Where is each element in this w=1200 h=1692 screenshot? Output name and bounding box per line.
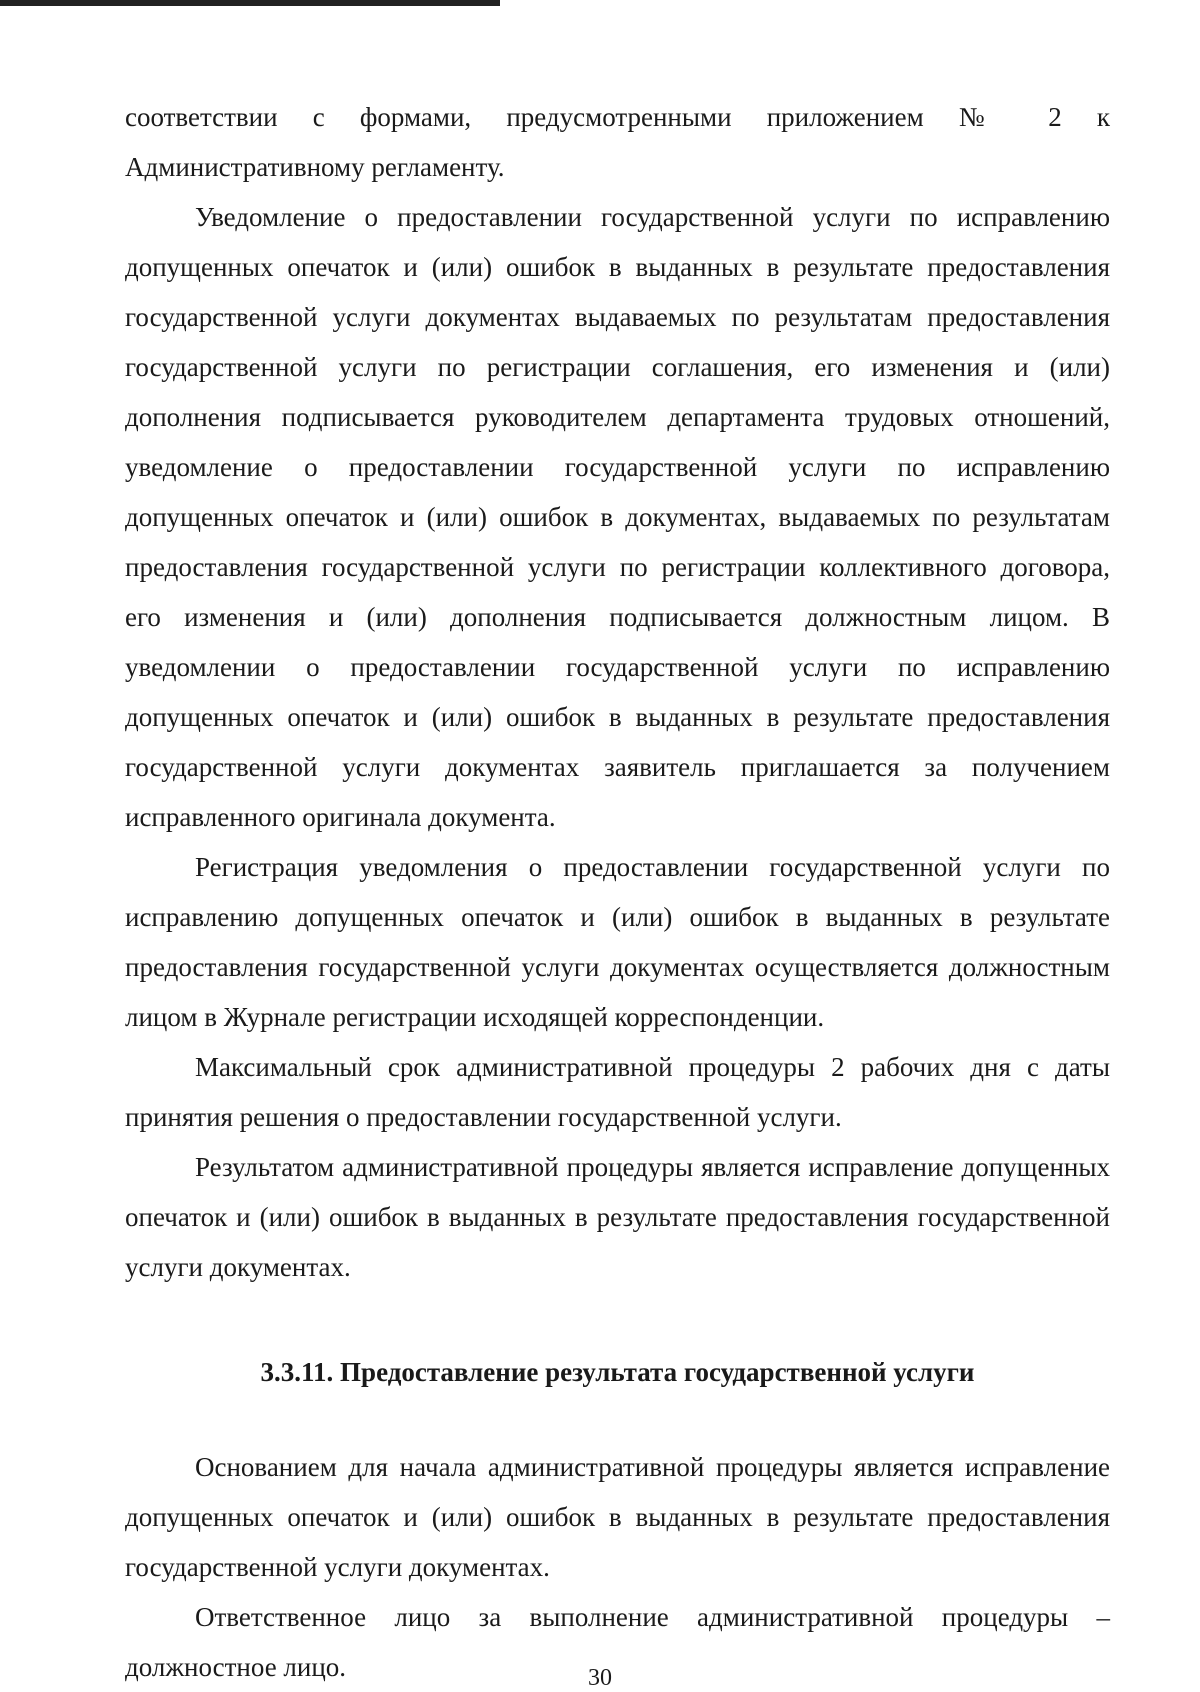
paragraph-notification-signing: Уведомление о предоставлении государственной услуги по исправлению допущенных опечаток и (или) ошибок в выданных в результате предоставления государственной услуги документах выдаваемых по результатам предоставления государственной услуги по регистрации соглашения, его изменения и (или) дополнения подписывается руководителем департамента трудовых отношений, уведомление о предоставлении государственной услуги по исправлению допущенных опечаток и (или) ошибок в документах, выдаваемых по результатам предоставления государственной услуги по регистрации коллективного договора, его изменения и (или) дополнения подписывается должностным лицом. В уведомлении о предоставлении государственной услуги по исправлению допущенных опечаток и (или) ошибок в выданных в результате предоставления государственной услуги документах заявитель приглашается за получением исправленного оригинала документа. bbox=[125, 202, 1110, 832]
scan-edge-bar bbox=[0, 0, 500, 6]
paragraph-result: Результатом административной процедуры является исправление допущенных опечаток и (или) ошибок в выданных в результате предоставления государственной услуги документах. bbox=[125, 1152, 1110, 1282]
paragraph-basis: Основанием для начала административной процедуры является исправление допущенных опечаток и (или) ошибок в выданных в результате предоставления государственной услуги документах. bbox=[125, 1452, 1110, 1582]
document-page bbox=[125, 92, 1110, 1692]
paragraph-continuation: соответствии с формами, предусмотренными приложением № 2 к Административному регламенту. bbox=[125, 102, 1110, 182]
page-number: 30 bbox=[588, 1665, 612, 1691]
paragraph-notification-registration: Регистрация уведомления о предоставлении государственной услуги по исправлению допущенных опечаток и (или) ошибок в выданных в результате предоставления государственной услуги документах осуществляется должностным лицом в Журнале регистрации исходящей корреспонденции. bbox=[125, 852, 1110, 1032]
paragraph-responsible: Ответственное лицо за выполнение административной процедуры – должностное лицо. bbox=[125, 1602, 1110, 1682]
section-heading: 3.3.11. Предоставление результата государственной услуги bbox=[260, 1357, 975, 1387]
paragraph-max-term: Максимальный срок административной процедуры 2 рабочих дня с даты принятия решения о предоставлении государственной услуги. bbox=[125, 1052, 1110, 1132]
